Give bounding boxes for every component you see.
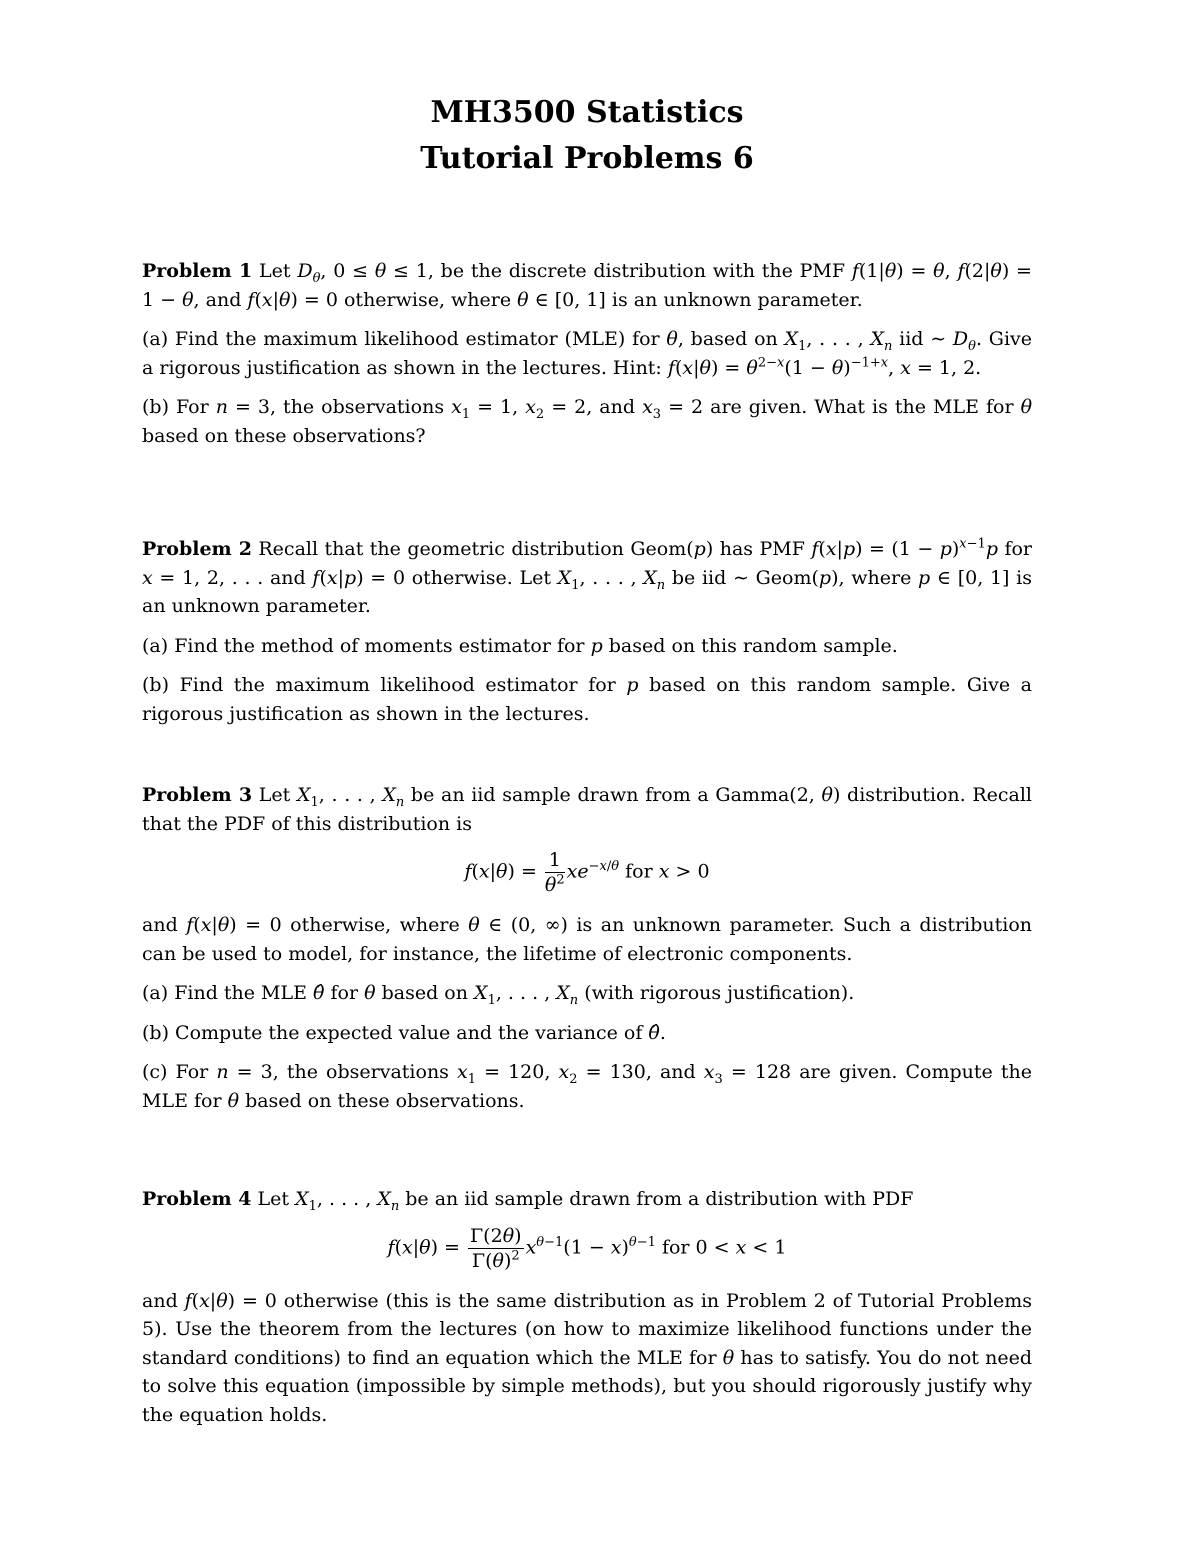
- problem-1-label: Problem 1: [142, 260, 253, 282]
- problem-4: [142, 1185, 1032, 1440]
- part-b-label: (b): [142, 1021, 169, 1044]
- part-a-label: (a): [142, 634, 169, 657]
- problem-4-label: Problem 4: [142, 1188, 252, 1210]
- problem-1-statement: Problem 1 Let $D_\theta$, 0 ≤ θ ≤ 1, be the discrete distribution with the PMF f(1|θ) = θ, f(2|θ) = 1 − θ, and f(x|θ) = 0 otherwise, where θ ∈ [0, 1] is an unknown parameter.: [142, 260, 1032, 311]
- problem-3-statement-cont: and f(x|θ) = 0 otherwise, where θ ∈ (0, ∞) is an unknown parameter. Such a distribution can be used to model, for instance, the lifetime of electronic components.: [142, 914, 1032, 965]
- problem-3-part-a: (a) Find the MLE θ̂ for θ based on $X_1$, . . . , $X_n$ (with rigorous justification).: [142, 982, 855, 1008]
- part-a-label: (a): [142, 328, 169, 350]
- problem-2-part-b: (b) Find the maximum likelihood estimator for p based on this random sample. Give a rigorous justification as shown in the lectures.: [142, 674, 1033, 725]
- problem-1: [142, 257, 1032, 461]
- part-b-label: (b): [142, 674, 169, 696]
- part-a-label: (a): [142, 982, 169, 1004]
- tutorial-title: Tutorial Problems 6: [420, 141, 754, 176]
- gamma-pdf-formula: f(x|θ) = $\frac{1}{\theta^2}$ $xe^{-x/\theta}$ for x > 0: [464, 849, 710, 896]
- problem-3: [142, 781, 1032, 1126]
- problem-2-statement: Problem 2 Recall that the geometric distribution Geom(p) has PMF $f(x|p) = (1 - p)^{x-1}p$ for x = 1, 2, . . . and f(x|p) = 0 otherwise. Let $X_1$, . . . , $X_n$ be iid ∼ Geom(p), where p ∈ [0, 1] is an unknown parameter.: [142, 536, 1032, 617]
- problem-2-part-a: (a) Find the method of moments estimator for p based on this random sample.: [142, 634, 898, 657]
- problem-1-part-a: (a) Find the maximum likelihood estimator (MLE) for θ, based on $X_1$, . . . , $X_n$ iid ∼ $D_\theta$. Give a rigorous justification as shown in the lectures. Hint: $f(x|\theta) = \theta^{2-x}(1 - \theta)^{-1+x}$, x = 1, 2.: [142, 328, 1033, 379]
- problem-1-part-b: (b) For n = 3, the observations $x_1 = 1$, $x_2 = 2$, and $x_3 = 2$ are given. What is the MLE for θ based on these observations?: [142, 396, 1033, 447]
- problem-2: [142, 535, 1032, 739]
- problem-4-statement: Problem 4 Let $X_1$, . . . , $X_n$ be an iid sample drawn from a distribution with PDF: [142, 1188, 914, 1214]
- beta-pdf-formula: f(x|θ) = $\frac{\Gamma(2\theta)}{\Gamma(\theta)^2}$ $x^{\theta-1}(1 - x)^{\theta-1}$ for 0 < x < 1: [387, 1224, 787, 1272]
- part-c-label: (c): [142, 1061, 168, 1083]
- course-title: MH3500 Statistics: [430, 95, 744, 130]
- problem-2-label: Problem 2: [142, 538, 252, 560]
- problem-3-statement: Problem 3 Let $X_1$, . . . , $X_n$ be an iid sample drawn from a Gamma(2, θ) distribution. Recall that the PDF of this distribution is: [142, 784, 1032, 835]
- problem-3-part-c: (c) For n = 3, the observations $x_1 = 120$, $x_2 = 130$, and $x_3 = 128$ are given. Compute the MLE for θ based on these observations.: [142, 1061, 1032, 1112]
- problem-3-label: Problem 3: [142, 784, 253, 806]
- problem-4-statement-cont: and f(x|θ) = 0 otherwise (this is the same distribution as in Problem 2 of Tutorial Problems 5). Use the theorem from the lectures (on how to maximize likelihood functions under the standard conditions) to find an equation which the MLE for θ has to satisfy. You do not need to solve this equation (impossible by simple methods), but you should rigorously justify why the equation holds.: [142, 1289, 1032, 1426]
- problem-3-part-b: (b) Compute the expected value and the variance of θ̂.: [142, 1021, 666, 1044]
- part-b-label: (b): [142, 396, 169, 418]
